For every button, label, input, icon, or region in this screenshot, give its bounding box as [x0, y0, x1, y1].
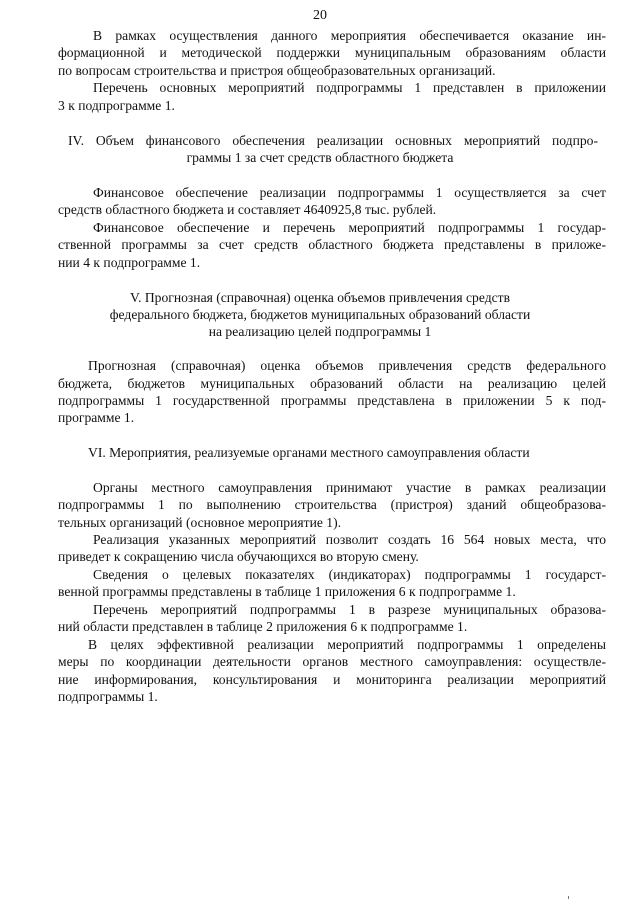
- paragraph-line: приведет к сокращению числа обучающихся во вторую смену.: [58, 549, 419, 564]
- paragraph-line: программе 1.: [58, 410, 135, 425]
- paragraph-line: меры по координации деятельности органов местного самоуправления: осуществле-: [58, 654, 606, 669]
- section-heading: V. Прогнозная (справочная) оценка объемов привлечения средств: [130, 290, 510, 305]
- paragraph-line: В рамках осуществления данного мероприятия обеспечивается оказание ин-: [93, 28, 606, 43]
- paragraph-line: подпрограммы 1.: [58, 689, 158, 704]
- paragraph-line: В целях эффективной реализации мероприятий подпрограммы 1 определены: [88, 637, 606, 652]
- paragraph-line: формационной и методической поддержки муниципальным образованиям области: [58, 45, 606, 60]
- paragraph-line: Финансовое обеспечение реализации подпрограммы 1 осуществляется за счет: [93, 185, 606, 200]
- paragraph-line: по вопросам строительства и пристроя общеобразовательных организаций.: [58, 63, 496, 78]
- section-heading: на реализацию целей подпрограммы 1: [208, 324, 432, 339]
- paragraph-line: тельных организаций (основное мероприятие 1).: [58, 515, 341, 530]
- paragraph-line: средств областного бюджета и составляет 4640925,8 тыс. рублей.: [58, 202, 437, 217]
- paragraph-line: 3 к подпрограмме 1.: [58, 98, 175, 113]
- paragraph-line: Сведения о целевых показателях (индикаторах) подпрограммы 1 государст-: [93, 567, 606, 582]
- paragraph-line: Перечень мероприятий подпрограммы 1 в разрезе муниципальных образова-: [93, 602, 606, 617]
- paragraph-line: Прогнозная (справочная) оценка объемов привлечения средств федерального: [88, 358, 606, 373]
- paragraph-line: ний области представлен в таблице 2 приложения 6 к подпрограмме 1.: [58, 619, 468, 634]
- scan-mark: [568, 896, 569, 899]
- paragraph-line: бюджета, бюджетов муниципальных образований области на реализацию целей: [58, 376, 606, 391]
- section-heading: граммы 1 за счет средств областного бюджета: [186, 150, 454, 165]
- section-heading: IV. Объем финансового обеспечения реализации основных мероприятий подпро-: [68, 133, 598, 148]
- paragraph-line: подпрограммы 1 по выполнению строительства (пристроя) зданий общеобразова-: [58, 497, 606, 512]
- paragraph-line: Органы местного самоуправления принимают участие в рамках реализации: [93, 480, 606, 495]
- paragraph-line: венной программы представлены в таблице 1 приложения 6 к подпрограмме 1.: [58, 584, 516, 599]
- section-heading: VI. Мероприятия, реализуемые органами местного самоуправления области: [88, 445, 530, 460]
- paragraph-line: ственной программы за счет средств областного бюджета представлены в приложе-: [58, 237, 606, 252]
- paragraph-line: ние информирования, консультирования и мониторинга реализации мероприятий: [58, 672, 606, 687]
- paragraph-line: Реализация указанных мероприятий позволит создать 16 564 новых места, что: [93, 532, 606, 547]
- paragraph-line: Перечень основных мероприятий подпрограммы 1 представлен в приложении: [93, 80, 606, 95]
- paragraph-line: нии 4 к подпрограмме 1.: [58, 255, 201, 270]
- page-number: 20: [313, 8, 327, 23]
- section-heading: федерального бюджета, бюджетов муниципальных образований области: [109, 307, 531, 322]
- paragraph-line: Финансовое обеспечение и перечень мероприятий подпрограммы 1 государ-: [93, 220, 606, 235]
- paragraph-line: подпрограммы 1 государственной программы представлена в приложении 5 к под-: [58, 393, 606, 408]
